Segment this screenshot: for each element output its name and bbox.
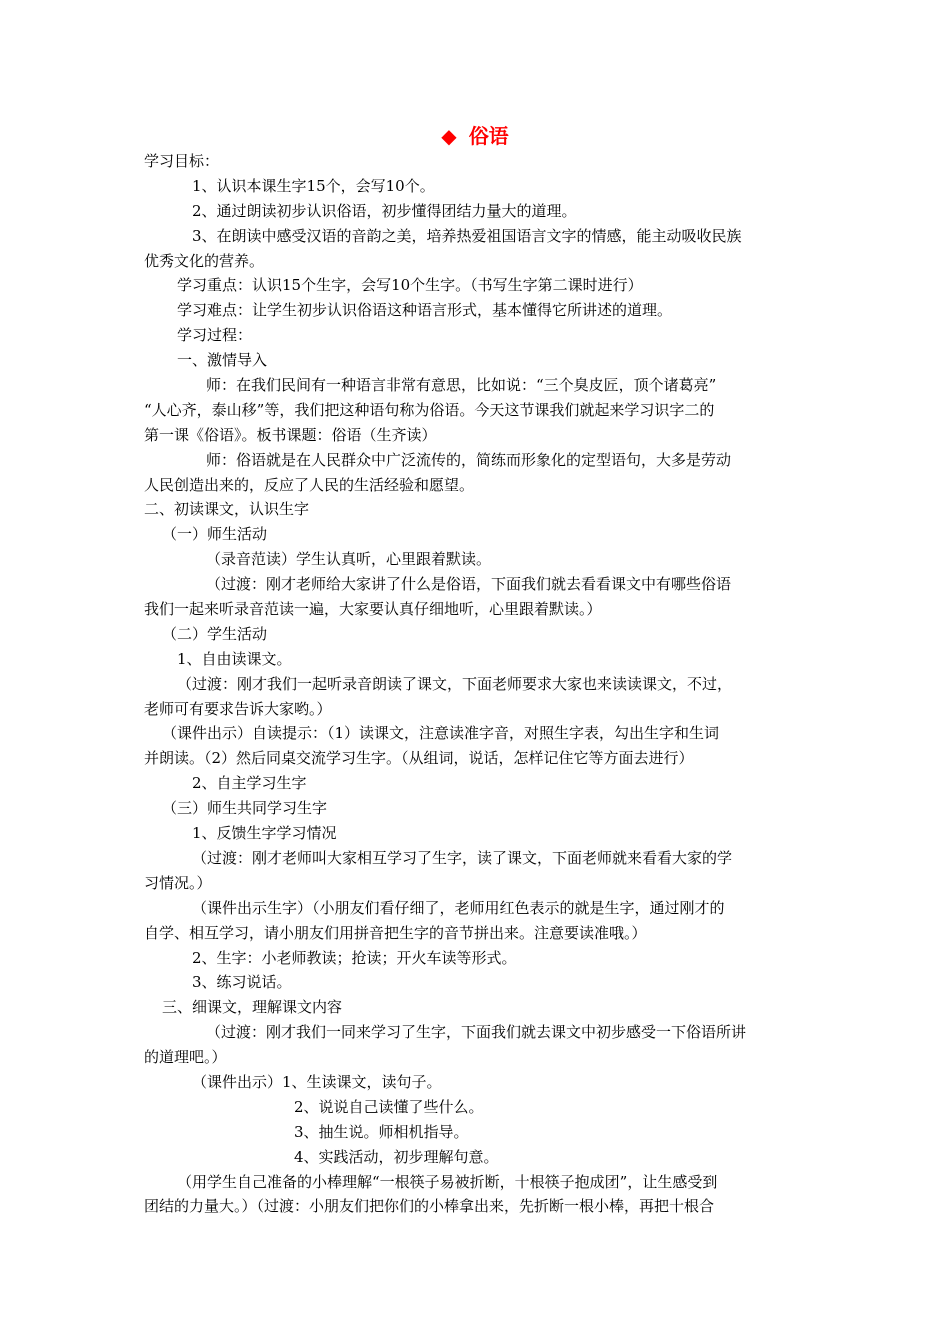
text-line: 3、在朗读中感受汉语的音韵之美，培养热爱祖国语言文字的情感，能主动吸收民族 <box>192 226 742 245</box>
text-line: 一、激情导入 <box>177 351 268 370</box>
text-line: （二）学生活动 <box>162 624 268 643</box>
text-line: 第一课《俗语》。板书课题：俗语（生齐读） <box>144 425 437 444</box>
text-line: 三、细课文，理解课文内容 <box>162 998 343 1017</box>
text-line: 学习重点：认识15个生字，会写10个生字。（书写生字第二课时进行） <box>177 276 643 295</box>
text-line: 3、抽生说。师相机指导。 <box>294 1122 469 1141</box>
text-line: 团结的力量大。）（过渡：小朋友们把你们的小棒拿出来，先折断一根小棒，再把十根合 <box>144 1197 715 1216</box>
text-line: 的道理吧。） <box>144 1048 227 1067</box>
text-line: 学习过程： <box>177 326 253 345</box>
text-line: 1、认识本课生字15个，会写10个。 <box>192 176 435 195</box>
diamond-icon: ◆ <box>441 124 457 148</box>
text-line: 我们一起来听录音范读一遍，大家要认真仔细地听，心里跟着默读。） <box>144 600 602 619</box>
text-line: 4、实践活动，初步理解句意。 <box>294 1147 499 1166</box>
text-line: （过渡：刚才老师给大家讲了什么是俗语，下面我们就去看看课文中有哪些俗语 <box>206 575 732 594</box>
title-text: 俗语 <box>468 124 509 148</box>
text-line: 1、自由读课文。 <box>177 649 292 668</box>
text-line: （过渡：刚才我们一同来学习了生字，下面我们就去课文中初步感受一下俗语所讲 <box>206 1023 747 1042</box>
text-line: 2、自主学习生字 <box>192 774 307 793</box>
text-line: 2、说说自己读懂了些什么。 <box>294 1097 484 1116</box>
text-line: 学习目标： <box>144 152 220 170</box>
text-line: 老师可有要求告诉大家哟。） <box>144 699 332 718</box>
text-line: （课件出示）1、生读课文，读句子。 <box>192 1072 442 1091</box>
text-line: （录音范读）学生认真听，心里跟着默读。 <box>206 550 492 569</box>
text-line: 师：在我们民间有一种语言非常有意思，比如说：“三个臭皮匠，顶个诸葛亮” <box>206 376 717 395</box>
text-line: 并朗读。（2）然后同桌交流学习生字。（从组词，说话，怎样记住它等方面去进行） <box>144 749 694 768</box>
text-line: （课件出示生字）（小朋友们看仔细了，老师用红色表示的就是生字，通过刚才的 <box>192 898 725 917</box>
text-line: （一）师生活动 <box>162 525 268 544</box>
text-line: （过渡：刚才老师叫大家相互学习了生字，读了课文，下面老师就来看看大家的学 <box>192 848 733 867</box>
page-title <box>0 122 950 150</box>
text-line: （课件出示）自读提示：（1）读课文，注意读准字音，对照生字表，勾出生字和生词 <box>162 724 720 743</box>
text-line: 学习难点：让学生初步认识俗语这种语言形式，基本懂得它所讲述的道理。 <box>177 301 673 320</box>
text-line: 人民创造出来的，反应了人民的生活经验和愿望。 <box>144 475 475 494</box>
text-line: “人心齐，泰山移”等，我们把这种语句称为俗语。今天这节课我们就起来学习识字二的 <box>144 400 715 419</box>
text-line: （三）师生共同学习生字 <box>162 799 328 818</box>
text-line: 2、生字：小老师教读；抢读；开火车读等形式。 <box>192 948 517 967</box>
text-line: 习情况。） <box>144 873 212 892</box>
text-line: 优秀文化的营养。 <box>144 251 265 270</box>
text-line: 自学、相互学习，请小朋友们用拼音把生字的音节拼出来。注意要读准哦。） <box>144 923 647 942</box>
document-body <box>144 149 806 1219</box>
text-line: 3、练习说话。 <box>192 973 292 992</box>
text-line: （用学生自己准备的小棒理解“一根筷子易被折断，十根筷子抱成团”，让生感受到 <box>177 1172 718 1191</box>
text-line: （过渡：刚才我们一起听录音朗读了课文，下面老师要求大家也来读读课文，不过， <box>177 674 733 693</box>
text-line: 1、反馈生字学习情况 <box>192 824 337 843</box>
text-line: 师：俗语就是在人民群众中广泛流传的，简练而形象化的定型语句，大多是劳动 <box>206 450 732 469</box>
text-line: 二、初读课文，认识生字 <box>144 500 310 519</box>
text-line: 2、通过朗读初步认识俗语，初步懂得团结力量大的道理。 <box>192 201 577 220</box>
